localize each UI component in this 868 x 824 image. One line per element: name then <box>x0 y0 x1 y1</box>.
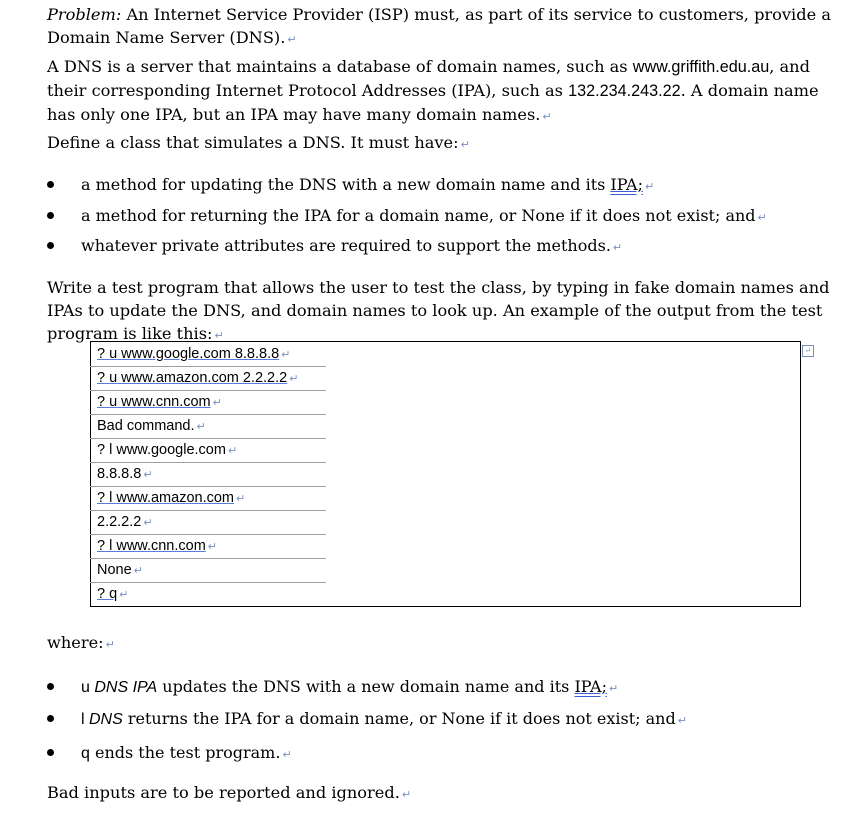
bullet-icon <box>47 715 54 722</box>
define-text: Define a class that simulates a DNS. It must have: <box>47 133 459 152</box>
paragraph-mark-icon: ↵ <box>214 329 224 342</box>
test-program-text: Write a test program that allows the user to test the class, by typing in fake domain names and IPAs to update the DNS, and domain names to look up. An example of the output from the test program is like this: <box>47 278 830 343</box>
intro-pre: A DNS is a server that maintains a database of domain names, such as <box>47 57 633 76</box>
intro-post: . A domain name has only one IPA, but an IPA may have many domain names. <box>47 81 819 124</box>
intro-paragraph <box>47 55 832 128</box>
bullet-icon <box>47 212 54 219</box>
example-line: None ↵ <box>97 562 143 578</box>
example-line: ? q ↵ <box>97 586 129 602</box>
row-divider <box>90 414 326 415</box>
row-divider <box>90 390 326 391</box>
row-divider <box>90 462 326 463</box>
example-line: 8.8.8.8 ↵ <box>97 466 153 482</box>
intro-ip: 132.234.243.22 <box>568 82 681 100</box>
problem-label: Problem: <box>47 5 122 24</box>
example-line: ? u www.amazon.com 2.2.2.2 ↵ <box>97 370 299 386</box>
define-line <box>47 131 832 156</box>
where-label: where: ↵ <box>47 633 115 652</box>
row-divider <box>90 534 326 535</box>
bullet-icon <box>47 683 54 690</box>
example-line: ? u www.google.com 8.8.8.8 ↵ <box>97 346 291 362</box>
closing-line: Bad inputs are to be reported and ignored. ↵ <box>47 783 412 802</box>
intro-mid: , and their corresponding Internet Protocol Addresses (IPA), such as <box>47 57 810 100</box>
bullet-icon <box>47 181 54 188</box>
row-divider <box>90 582 326 583</box>
paragraph-mark-icon: ↵ <box>802 345 814 357</box>
test-program-paragraph <box>47 276 832 347</box>
example-line: Bad command. ↵ <box>97 418 206 434</box>
problem-paragraph <box>47 3 832 51</box>
paragraph-mark-icon: ↵ <box>644 180 655 193</box>
row-divider <box>90 438 326 439</box>
row-divider <box>90 366 326 367</box>
example-line: ? u www.cnn.com ↵ <box>97 394 222 410</box>
example-line: ? l www.amazon.com ↵ <box>97 490 246 506</box>
example-line: ? l www.google.com ↵ <box>97 442 238 458</box>
example-line: ? l www.cnn.com ↵ <box>97 538 218 554</box>
bullet-icon <box>47 749 54 756</box>
row-divider <box>90 558 326 559</box>
paragraph-mark-icon: ↵ <box>282 748 292 761</box>
paragraph-mark-icon: ↵ <box>287 33 297 46</box>
paragraph-mark-icon: ↵ <box>612 241 623 254</box>
bullet-icon <box>47 242 54 249</box>
paragraph-mark-icon: ↵ <box>677 714 687 727</box>
example-line: 2.2.2.2 ↵ <box>97 514 153 530</box>
paragraph-mark-icon: ↵ <box>609 682 619 695</box>
paragraph-mark-icon: ↵ <box>105 638 115 651</box>
paragraph-mark-icon: ↵ <box>757 211 767 224</box>
paragraph-mark-icon: ↵ <box>401 788 412 801</box>
intro-url: www.griffith.edu.au <box>632 58 770 76</box>
row-divider <box>90 486 326 487</box>
problem-text: An Internet Service Provider (ISP) must, as part of its service to customers, provide a Domain Name Server (DNS). <box>47 5 831 47</box>
paragraph-mark-icon: ↵ <box>542 110 552 123</box>
row-divider <box>90 510 326 511</box>
paragraph-mark-icon: ↵ <box>460 138 470 151</box>
